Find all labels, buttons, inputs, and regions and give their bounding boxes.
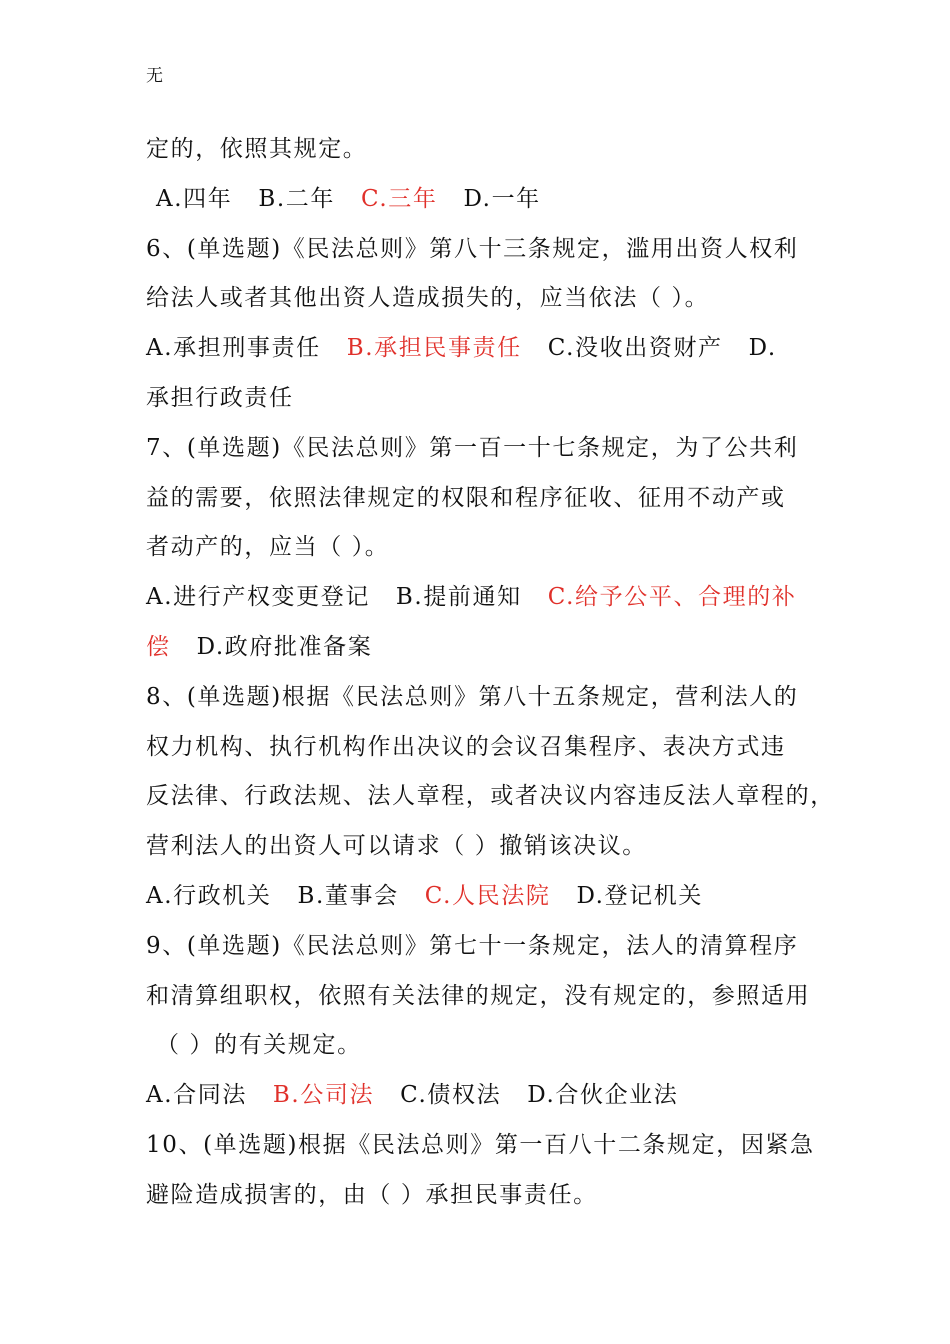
text-line [146,125,816,175]
text-line [146,175,816,225]
text-segment: 定的，依照其规定。 [146,136,368,162]
option: B.二年 [258,185,335,212]
option: C.没收出资财产 [547,335,723,362]
option: D. [748,335,777,362]
text-line [146,673,816,723]
text-line [146,972,816,1022]
text-segment: 8、(单选题)根据《民法总则》第八十五条规定，营利法人的 [146,683,799,710]
answer-option: B.公司法 [272,1082,375,1109]
text-line [146,573,816,623]
text-line [146,225,816,275]
text-segment: 给法人或者其他出资人造成损失的，应当依法（ ）。 [146,285,710,312]
option: B.董事会 [297,882,399,909]
text-segment: 承担行政责任 [146,384,294,411]
option: D.一年 [463,185,541,212]
text-segment: 益的需要，依照法律规定的权限和程序征收、征用不动产或 [146,484,786,511]
text-segment: 和清算组职权，依照有关法律的规定，没有规定的，参照适用 [146,982,811,1009]
text-segment: 7、(单选题)《民法总则》第一百一十七条规定，为了公共利 [146,434,799,461]
option: D.政府批准备案 [196,633,373,660]
text-line [146,1121,816,1171]
page-header: 无 [146,66,163,86]
option: D.登记机关 [576,882,703,909]
text-line [146,374,816,424]
text-segment: 者动产的，应当（ ）。 [146,534,390,561]
option: D.合伙企业法 [527,1082,679,1109]
answer-option: B.承担民事责任 [346,335,522,362]
text-line [146,1021,816,1071]
answer-option: C.三年 [360,185,438,212]
text-line [146,474,816,524]
text-line [146,324,816,374]
text-line [146,623,816,673]
answer-option: C.人民法院 [424,882,551,909]
text-line [146,822,816,872]
text-segment: 9、(单选题)《民法总则》第七十一条规定，法人的清算程序 [146,932,799,959]
text-line [146,424,816,474]
text-line [146,274,816,324]
text-line [146,723,816,773]
option: A.行政机关 [146,882,272,909]
text-segment: 6、(单选题)《民法总则》第八十三条规定，滥用出资人权利 [146,235,799,262]
question-content [146,125,835,1221]
option: A.承担刑事责任 [146,335,321,362]
text-line [146,772,835,822]
text-segment: 营利法人的出资人可以请求（ ）撤销该决议。 [146,833,647,860]
text-line [146,1071,816,1121]
answer-option: C.给予公平、合理的补 [547,584,797,611]
text-segment: 权力机构、执行机构作出决议的会议召集程序、表决方式违 [146,733,786,760]
option: A.四年 [156,185,233,212]
text-segment: 10、(单选题)根据《民法总则》第一百八十二条规定，因紧急 [146,1131,815,1158]
text-line [146,523,816,573]
text-segment: 避险造成损害的，由（ ）承担民事责任。 [146,1181,598,1208]
option: B.提前通知 [395,584,522,611]
text-line [146,872,816,922]
text-segment: （ ）的有关规定。 [156,1032,362,1059]
option: A.合同法 [146,1082,247,1109]
option: A.进行产权变更登记 [146,584,370,611]
text-line [146,1171,816,1221]
text-line [146,922,816,972]
answer-option: 偿 [146,633,171,660]
text-segment: 反法律、行政法规、法人章程，或者决议内容违反法人章程的， [146,783,835,810]
option: C.债权法 [400,1082,502,1109]
